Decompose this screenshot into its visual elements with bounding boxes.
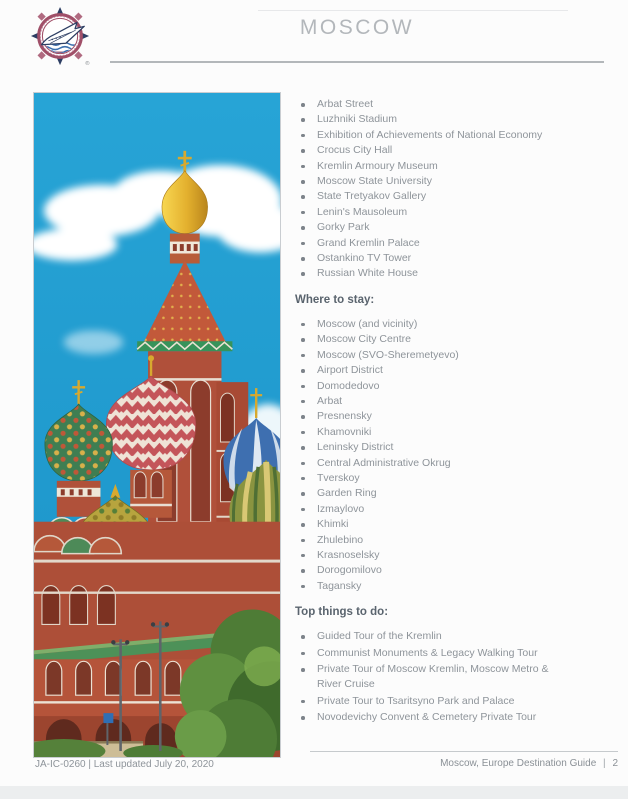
list-item: Ostankino TV Tower	[295, 251, 620, 266]
footer-document-id: JA-IC-0260 | Last updated July 20, 2020	[35, 759, 214, 770]
page-title: MOSCOW	[299, 16, 415, 39]
list-item: Communist Monuments & Legacy Walking Tour	[295, 646, 567, 661]
top-things-heading: Top things to do:	[295, 606, 389, 619]
page-number: 2	[612, 758, 618, 769]
st-basils-cathedral-photo	[33, 92, 281, 758]
list-item: Novodevichy Convent & Cemetery Private Tour	[295, 710, 567, 725]
scan-artifact-line	[258, 10, 568, 11]
list-item: Moscow State University	[295, 174, 620, 189]
list-item: Private Tour of Moscow Kremlin, Moscow Metro & River Cruise	[295, 662, 567, 693]
list-item: Zhulebino	[295, 533, 620, 548]
list-item: Guided Tour of the Kremlin	[295, 629, 567, 644]
list-item: Arbat Street	[295, 97, 620, 112]
list-item: Tagansky	[295, 579, 620, 594]
list-item: Exhibition of Achievements of National Economy	[295, 128, 620, 143]
where-to-stay-list	[295, 317, 620, 594]
footer-guide-title	[440, 758, 618, 769]
registered-trademark: ®	[85, 61, 90, 68]
list-item: Central Administrative Okrug	[295, 456, 620, 471]
st-basils-illustration	[34, 93, 280, 757]
list-item: Gorky Park	[295, 220, 620, 235]
list-item: Izmaylovo	[295, 502, 620, 517]
scan-edge	[0, 786, 628, 799]
list-item: Grand Kremlin Palace	[295, 236, 620, 251]
footer-divider-line	[310, 751, 618, 752]
list-item: Krasnoselsky	[295, 548, 620, 563]
list-item: Tverskoy	[295, 471, 620, 486]
cruise-compass-logo-graphic	[30, 5, 92, 71]
list-item: Private Tour to Tsaritsyno Park and Palace	[295, 694, 567, 709]
where-to-stay-heading: Where to stay:	[295, 293, 375, 306]
list-item: Airport District	[295, 363, 620, 378]
list-item: Khamovniki	[295, 425, 620, 440]
list-item: Moscow (and vicinity)	[295, 317, 620, 332]
list-item: Lenin's Mausoleum	[295, 205, 620, 220]
list-item: Russian White House	[295, 266, 620, 281]
list-item: Dorogomilovo	[295, 563, 620, 578]
list-item: Moscow City Centre	[295, 332, 620, 347]
footer-divider: |	[603, 758, 606, 769]
list-item: Crocus City Hall	[295, 143, 620, 158]
list-item: Leninsky District	[295, 440, 620, 455]
top-things-list	[295, 629, 620, 725]
list-item: Khimki	[295, 517, 620, 532]
list-item: Presnensky	[295, 409, 620, 424]
footer-guide-label: Moscow, Europe Destination Guide	[440, 758, 597, 769]
list-item: Kremlin Armoury Museum	[295, 159, 620, 174]
title-underline	[110, 61, 604, 63]
cruise-compass-logo	[30, 5, 92, 73]
list-item: State Tretyakov Gallery	[295, 189, 620, 204]
list-item: Domodedovo	[295, 379, 620, 394]
content-column	[295, 92, 620, 727]
list-item: Moscow (SVO-Sheremetyevo)	[295, 348, 620, 363]
attractions-list	[295, 97, 620, 282]
list-item: Arbat	[295, 394, 620, 409]
list-item: Garden Ring	[295, 486, 620, 501]
list-item: Luzhniki Stadium	[295, 112, 620, 127]
